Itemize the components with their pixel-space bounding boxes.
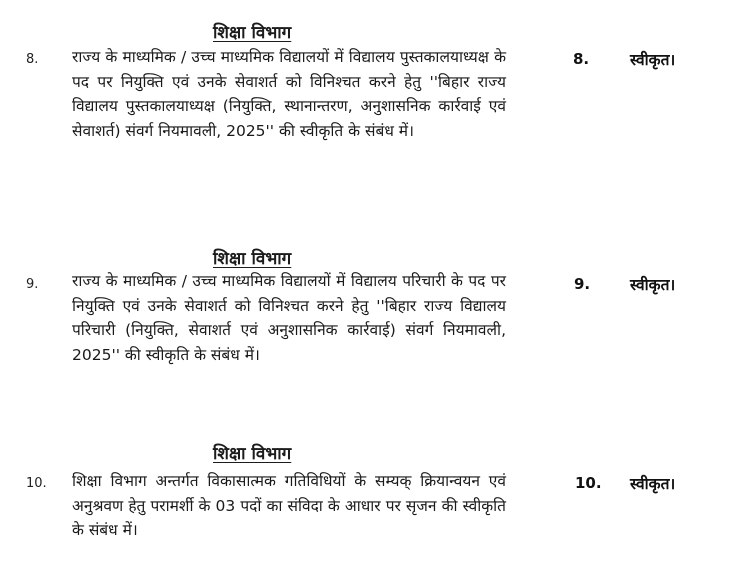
decision-status: स्वीकृत। [630, 276, 676, 294]
department-heading: शिक्षा विभाग [213, 23, 292, 43]
item-description: राज्य के माध्यमिक / उच्च माध्यमिक विद्यालयों में विद्यालय पुस्तकालयाध्यक्ष के पद पर नियुक्ति एवं उनके सेवाशर्त को विनिश्चत करने हेतु ''बिहार राज्य विद्यालय पुस्तकालयाध्यक्ष (नियुक्ति, स्थानान्तरण, अनुशासनिक कार्रवाई एवं सेवाशर्त) संवर्ग नियमावली, 2025'' की स्वीकृति के संबंध में। [72, 48, 506, 140]
decision-number: 9. [574, 275, 591, 293]
item-description: शिक्षा विभाग अन्तर्गत विकासात्मक गतिविधियों के सम्यक् क्रियान्वयन एवं अनुश्रवण हेतु परामर्शी के 03 पदों का संविदा के आधार पर सृजन की स्वीकृति के संबंध में। [72, 472, 506, 539]
item-description: राज्य के माध्यमिक / उच्च माध्यमिक विद्यालयों में विद्यालय परिचारी के पद पर नियुक्ति एवं उनके सेवाशर्त को विनिश्चत करने हेतु ''बिहार राज्य विद्यालय परिचारी (नियुक्ति, सेवाशर्त एवं अनुशासनिक कार्रवाई) संवर्ग नियमावली, 2025'' की स्वीकृति के संबंध में। [72, 272, 506, 364]
department-heading: शिक्षा विभाग [213, 444, 292, 464]
decision-number: 10. [575, 474, 602, 492]
item-number: 8. [26, 52, 39, 67]
decision-status: स्वीकृत। [630, 475, 676, 493]
department-heading: शिक्षा विभाग [213, 249, 292, 269]
decision-number: 8. [573, 50, 590, 68]
item-number: 10. [26, 476, 47, 491]
decision-status: स्वीकृत। [630, 51, 676, 69]
item-number: 9. [26, 277, 39, 292]
